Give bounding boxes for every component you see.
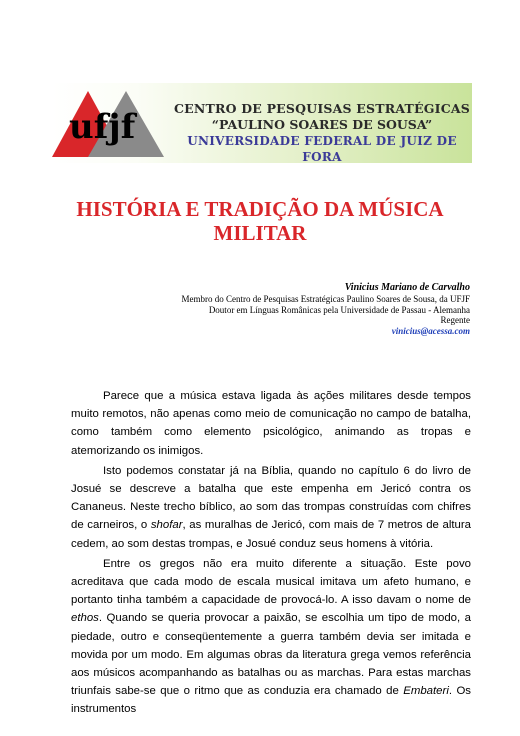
author-email-link[interactable]: vinicius@acessa.com [391,325,470,336]
banner-text [174,101,470,163]
article-body [71,387,471,719]
author-name: Vinicius Mariano de Carvalho [344,282,470,293]
header-banner [52,83,472,163]
paragraph-3 [71,555,471,719]
title-line-1: HISTÓRIA E TRADIÇÃO DA MÚSICA [76,197,444,221]
author-affiliation: Membro do Centro de Pesquisas Estratégicas Paulino Soares de Sousa, da UFJF [181,294,470,304]
paragraph-3-text-c: . Os instrumentos [71,685,471,716]
title-line-2: MILITAR [213,221,307,245]
paragraph-3-text-a: Entre os gregos não era muito diferente a situação. Este povo acreditava que cada modo de escala musical imitava um afeto humano, e portanto tinha também a capacidade de provocá-lo. A isso davam o nome de [71,557,471,607]
page-title [60,197,460,245]
paragraph-2 [71,462,471,553]
ufjf-logo [52,83,172,163]
paragraph-2-text-b: , as muralhas de Jericó, com mais de 7 metros de altura cedem, ao som destas trompas, e Josué conduz seus homens à vitória. [71,519,471,550]
banner-line-2: “PAULINO SOARES DE SOUSA” [211,117,433,132]
author-block [130,281,470,336]
paragraph-1: Parece que a música estava ligada às ações militares desde tempos muito remotos, não apenas como meio de comunicação no campo de batalha, como também como elemento psicológico, animando as tropas e atemorizando os inimigos. [71,390,471,457]
paragraph-2-text-a: Isto podemos constatar já na Bíblia, quando no capítulo 6 do livro de Josué se descreve a batalha que este empenha em Jericó contra os Cananeus. Neste trecho bíblico, ao som das trompas construídas com chifres de carneiros, o [71,464,471,532]
banner-line-3: UNIVERSIDADE FEDERAL DE JUIZ DE FORA [187,134,457,163]
logo-text: ufjf [69,107,136,147]
banner-line-1: CENTRO DE PESQUISAS ESTRATÉGICAS [174,101,470,116]
author-role: Regente [440,315,470,325]
author-degree: Doutor em Línguas Românicas pela Universidade de Passau - Alemanha [208,304,470,315]
paragraph-3-text-b: . Quando se queria provocar a paixão, se escolhia um tipo de modo, a piedade, outro e conseqüentemente a guerra também devia ser imitada e movida por um modo. Em algumas obras da literatura grega vemos referência aos músicos acompanhando as batalhas ou as marchas. Para estas marchas triunfais sabe-se que o ritmo que as conduzia era chamado de [71,612,471,698]
embateri-term: Embateri [403,685,449,698]
shofar-term: shofar [150,519,183,532]
ethos-term: ethos [71,612,99,625]
